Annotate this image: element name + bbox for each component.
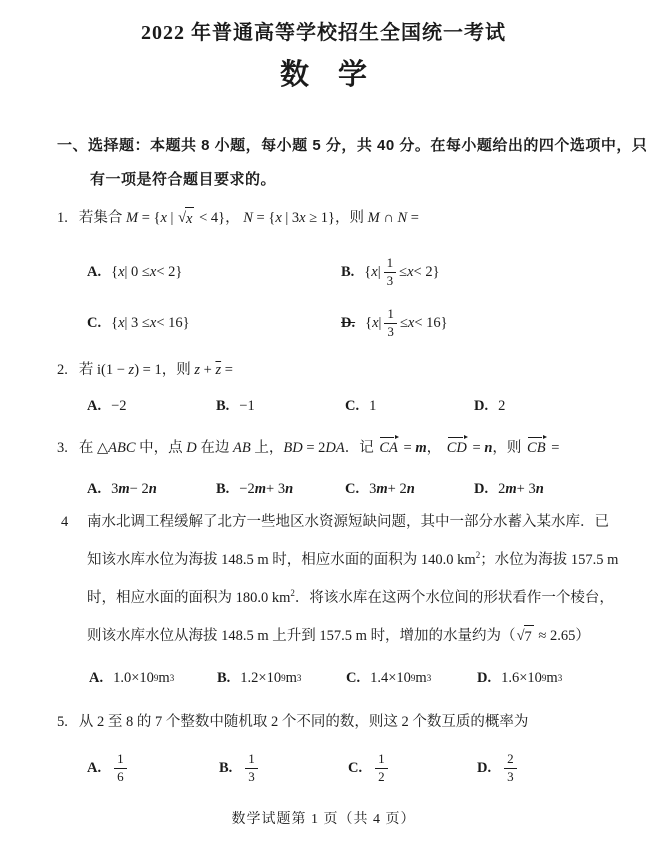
option-text — [239, 481, 293, 498]
question-3-option-b — [216, 478, 293, 500]
question-4-options-row — [0, 667, 647, 689]
text-run: 时，相应水面的面积为 — [87, 590, 236, 606]
fraction-numerator: 1 — [384, 256, 397, 272]
question-1-number: 1. — [57, 210, 68, 226]
math-run: x — [118, 314, 125, 331]
fraction-denominator: 2 — [378, 768, 385, 784]
superscript: 2 — [475, 550, 481, 561]
option-text: 1.0×10 9 m 3 — [113, 669, 175, 686]
math-run: m — [285, 669, 297, 686]
math-run: n — [285, 480, 294, 497]
math-run: 1.0×10 — [113, 669, 154, 686]
option-label: A. — [89, 669, 104, 686]
math-run: 140.0 km — [420, 552, 476, 568]
math-run: = — [407, 210, 419, 226]
option-label: C. — [87, 314, 102, 331]
math-run: = — [468, 440, 485, 456]
math-run: = 2 — [302, 440, 326, 456]
exam-subject: 数 学 — [279, 59, 367, 91]
option-label: B. — [217, 669, 231, 686]
question-3-options-row — [0, 478, 647, 500]
question-2-options-row — [0, 395, 647, 417]
option-label: A. — [87, 263, 102, 280]
math-run: ∩ — [379, 210, 398, 226]
option-text — [498, 481, 544, 498]
fraction — [114, 752, 127, 784]
question-4-text-line3 — [87, 587, 614, 609]
option-label: A. — [87, 759, 102, 776]
math-run: + 2 — [387, 480, 407, 497]
question-5-text — [79, 714, 529, 730]
option-text — [111, 398, 126, 415]
question-5-number: 5. — [57, 714, 68, 730]
math-run: N — [397, 210, 408, 226]
math-run: x — [149, 263, 157, 280]
text-run: 在 — [78, 440, 97, 456]
text-run: 上升到 — [268, 628, 320, 644]
question-4-number: 4 — [61, 514, 69, 530]
math-run: = — [399, 440, 416, 456]
math-run: ) = 1 — [134, 362, 162, 378]
text-run: 南水北调工程缓解了北方一些地区水资源短缺问题，其中一部分水蓄入某水库．已 — [87, 514, 609, 530]
text-run: 若集合 — [78, 210, 126, 226]
math-run: M — [126, 210, 139, 226]
math-run: 180.0 km — [235, 590, 291, 606]
question-2-text — [79, 362, 233, 378]
fraction-denominator: 3 — [507, 768, 514, 784]
option-label: D. — [477, 669, 492, 686]
math-run: 2 — [498, 397, 506, 414]
math-run: 157.5 m — [319, 628, 367, 644]
fraction-numerator: 1 — [384, 307, 397, 323]
math-run: x — [407, 314, 415, 331]
math-run: < 4} — [195, 210, 226, 226]
math-run: 2 — [498, 480, 506, 497]
text-run: ，则 — [335, 210, 368, 226]
math-run: m — [546, 669, 558, 686]
radicand: x — [185, 207, 194, 230]
math-run: n — [406, 480, 415, 497]
math-run: x — [149, 314, 157, 331]
text-run: 时，增加的水量约为（ — [366, 628, 516, 644]
math-run: < 2} — [156, 263, 183, 280]
math-run: | — [166, 210, 178, 226]
question-2-option-c — [345, 395, 376, 417]
math-run: 148.5 m — [221, 552, 269, 568]
question-5-options-row — [0, 746, 647, 790]
fraction — [504, 752, 517, 784]
question-5-option-b — [219, 746, 261, 790]
fraction-denominator: 3 — [387, 323, 394, 339]
square-root — [517, 625, 534, 648]
math-run: = — [221, 362, 233, 378]
fraction — [375, 752, 388, 784]
math-run: n — [484, 440, 493, 456]
math-run: m — [415, 669, 427, 686]
question-3-stem — [57, 437, 559, 459]
question-4-text-line4 — [87, 625, 590, 648]
math-run: D — [186, 440, 197, 456]
question-3-text — [79, 440, 560, 456]
option-text — [498, 398, 505, 415]
option-label: A. — [87, 397, 102, 414]
option-label: B. — [216, 397, 230, 414]
question-2-option-a — [87, 395, 127, 417]
math-run: 3 — [111, 480, 119, 497]
option-label: D. — [474, 397, 489, 414]
math-run: ≤ — [399, 263, 408, 280]
math-run: −1 — [239, 397, 255, 414]
option-text — [365, 307, 448, 339]
text-run: ，则 — [161, 362, 195, 378]
question-2-option-b — [216, 395, 255, 417]
section-instructions-line2: 有一项是符合题目要求的。 — [90, 171, 277, 188]
math-run: ABC — [108, 440, 136, 456]
option-label: B. — [341, 263, 355, 280]
fraction-denominator: 3 — [248, 768, 255, 784]
math-run: m — [376, 480, 388, 497]
fraction — [245, 752, 258, 784]
math-run: n — [148, 480, 157, 497]
question-1-option-d — [341, 301, 448, 345]
text-run: ， — [426, 440, 445, 456]
math-run: | 3 ≤ — [124, 314, 150, 331]
math-run: { — [111, 314, 119, 331]
question-4-text-line1 — [87, 511, 609, 533]
fraction-denominator: 3 — [386, 272, 394, 288]
radical-sign: √ — [516, 628, 525, 644]
math-run: x — [275, 210, 282, 226]
page-footer: 数学试题第 1 页（共 4 页） — [231, 812, 416, 827]
radical-sign: √ — [178, 210, 187, 226]
text-run: ， — [225, 210, 244, 226]
option-label: C. — [348, 759, 363, 776]
math-run: 1.2×10 — [240, 669, 282, 686]
vector-with-arrow: CB — [527, 440, 546, 456]
option-text — [111, 264, 182, 281]
option-label: D. — [474, 480, 489, 497]
option-label: B. — [216, 480, 230, 497]
option-label: C. — [345, 397, 360, 414]
math-run: 1.6×10 — [501, 669, 542, 686]
math-run: 157.5 m — [570, 552, 619, 568]
math-run: ≈ 2.65 — [534, 628, 576, 644]
question-5-option-a — [87, 746, 130, 790]
question-1-text — [79, 210, 419, 226]
option-text — [111, 315, 189, 332]
math-run: x — [299, 210, 306, 226]
math-run: | 3 — [281, 210, 300, 226]
option-label-struck: D. — [341, 314, 356, 331]
question-4-text-line2 — [87, 549, 618, 571]
math-run: z — [128, 362, 135, 378]
option-label: D. — [477, 759, 492, 776]
math-run: n — [535, 480, 544, 497]
question-3-number: 3. — [57, 440, 68, 456]
question-3-option-a — [87, 478, 157, 500]
question-4-option-c — [346, 667, 431, 689]
question-1-options-row-2 — [0, 301, 647, 345]
option-label: A. — [87, 480, 102, 497]
math-run: ≤ — [399, 314, 408, 331]
math-run: m — [118, 480, 130, 497]
option-text — [501, 752, 520, 784]
text-run: ；水位为海拔 — [480, 552, 571, 568]
math-run: m — [158, 669, 170, 686]
math-run: < 16} — [156, 314, 190, 331]
question-2-number: 2. — [57, 362, 68, 378]
math-run: 3 — [369, 480, 377, 497]
math-run: AB — [233, 440, 251, 456]
math-run: DA — [325, 440, 345, 456]
section-instructions-line1: 一、选择题：本题共 8 小题，每小题 5 分，共 40 分。在每小题给出的四个选项中，只 — [57, 137, 647, 154]
math-run: < 2} — [413, 263, 440, 280]
question-4-option-b — [217, 667, 301, 689]
exam-title: 2022 年普通高等学校招生全国统一考试 — [141, 22, 506, 44]
vector-with-arrow: CA — [379, 440, 398, 456]
math-run: 1 — [369, 397, 377, 414]
option-text — [239, 398, 254, 415]
math-run: = { — [252, 210, 276, 226]
question-5-option-c — [348, 746, 391, 790]
option-text: 1.4×10 9 m 3 — [370, 669, 432, 686]
math-run: x — [371, 263, 378, 280]
math-run: i(1 − — [97, 362, 129, 378]
text-run: 时，相应水面的面积为 — [268, 552, 421, 568]
math-run: △ — [97, 440, 109, 456]
question-4-option-d — [477, 667, 562, 689]
option-label: B. — [219, 759, 233, 776]
math-run: m — [415, 440, 427, 456]
option-label: C. — [345, 480, 360, 497]
math-run: 1.4×10 — [370, 669, 411, 686]
fraction-numerator: 1 — [114, 752, 127, 768]
question-5-option-d — [477, 746, 520, 790]
math-run: m — [254, 480, 267, 497]
math-run: | 0 ≤ — [124, 263, 150, 280]
question-2-stem — [57, 359, 233, 381]
option-text — [369, 481, 415, 498]
math-run: −2 — [111, 397, 127, 414]
option-text: 1.2×10 9 m 3 — [240, 669, 302, 686]
option-text — [111, 481, 157, 498]
option-text — [372, 752, 391, 784]
option-text — [242, 752, 261, 784]
text-run: 从 2 至 8 的 7 个整数中随机取 2 个不同的数，则这 2 个数互质的概率为 — [78, 714, 529, 730]
math-run: m — [505, 480, 517, 497]
fraction-numerator: 1 — [375, 752, 388, 768]
math-run: N — [243, 210, 253, 226]
math-run: x — [372, 314, 379, 331]
math-run: | — [377, 263, 381, 280]
math-run: x — [407, 263, 414, 280]
text-run: ．将该水库在这两个水位间的形状看作一个棱台， — [294, 590, 614, 606]
fraction-numerator: 1 — [245, 752, 258, 768]
math-run: + 3 — [266, 480, 286, 497]
math-run: | — [378, 314, 382, 331]
text-run: ．记 — [344, 440, 378, 456]
option-text: 1.6×10 9 m 3 — [501, 669, 563, 686]
text-run: 在边 — [196, 440, 234, 456]
question-1-options-row-1 — [0, 250, 647, 294]
math-run: + 3 — [516, 480, 536, 497]
question-3-option-d — [474, 478, 544, 500]
option-text — [364, 256, 439, 288]
math-run: ≥ 1} — [305, 210, 336, 226]
math-run: x — [160, 210, 167, 226]
math-run: 148.5 m — [221, 628, 269, 644]
option-text — [111, 752, 130, 784]
text-run: 则该水库水位从海拔 — [87, 628, 222, 644]
question-1-option-a — [87, 250, 182, 294]
question-1-option-b — [341, 250, 440, 294]
fraction — [384, 256, 397, 288]
math-run: < 16} — [414, 314, 448, 331]
vector-with-arrow: CD — [446, 440, 467, 456]
text-run: 若 — [78, 362, 97, 378]
fraction-denominator: 6 — [117, 768, 124, 784]
math-run: = — [547, 440, 560, 456]
math-run: + — [200, 362, 216, 378]
fraction-numerator: 2 — [504, 752, 517, 768]
math-run: { — [365, 314, 373, 331]
math-run: − 2 — [129, 480, 149, 497]
question-2-option-d — [474, 395, 505, 417]
math-run: $\overline{z}$ — [215, 362, 222, 378]
math-run: BD — [283, 440, 303, 456]
math-run: M — [367, 210, 380, 226]
option-text — [369, 398, 376, 415]
math-run: x — [118, 263, 125, 280]
math-run: −2 — [239, 480, 255, 497]
radicand: 7 — [524, 625, 534, 648]
option-label: C. — [346, 669, 361, 686]
question-3-option-c — [345, 478, 415, 500]
math-run: { — [111, 263, 119, 280]
fraction — [384, 307, 397, 339]
superscript: 2 — [290, 588, 295, 599]
question-5-stem — [57, 711, 528, 733]
math-run: z — [194, 362, 200, 378]
question-4-option-a — [89, 667, 174, 689]
question-1-option-c — [87, 301, 190, 345]
text-run: 中，点 — [135, 440, 187, 456]
text-run: 上， — [250, 440, 284, 456]
math-run: = { — [138, 210, 161, 226]
math-run: { — [364, 263, 372, 280]
text-run: ） — [575, 628, 590, 644]
text-run: ，则 — [492, 440, 526, 456]
square-root — [178, 207, 194, 230]
text-run: 知该水库水位为海拔 — [87, 552, 222, 568]
question-1-stem — [57, 207, 419, 230]
